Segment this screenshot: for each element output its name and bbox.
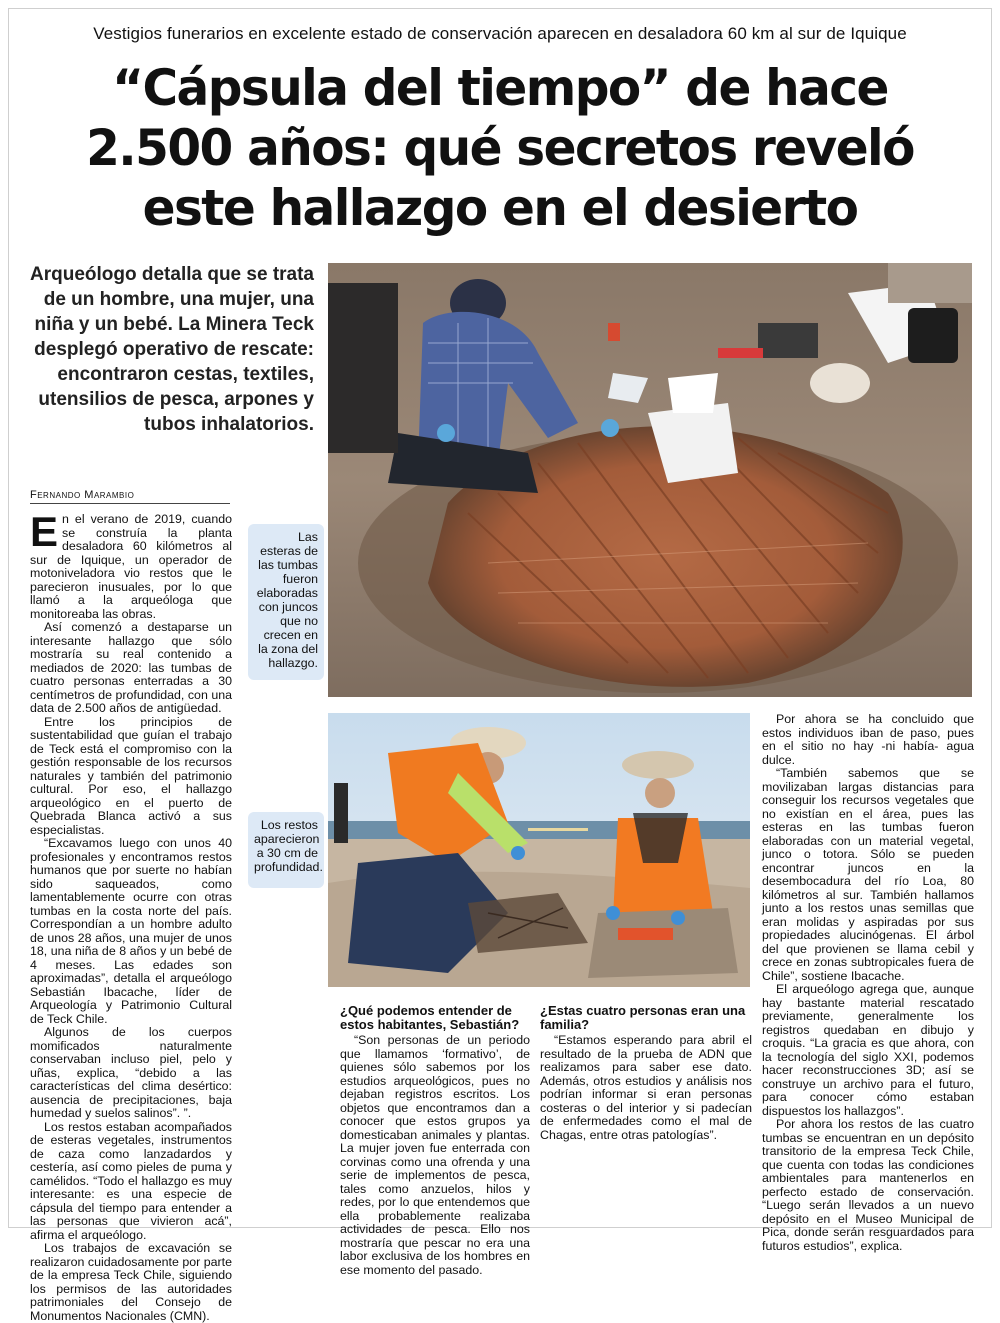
paragraph-11: “También sabemos que se movilizaban largas distancias para conseguir los recursos vegetales que no existían en el área, pues las esteras en las tumbas fueron elaboradas con un material vegetal, junco o totora. Sólo se pueden encontrar juncos en la desembocadura del río Loa, 80 kilómetros al sur. También hallamos junto a los restos unas semillas que eran molidas y aspiradas por sus propiedades alucinógenas. El árbol del que provienen se llama cebil y crece en zonas subtropicales fuera de Chile”, sostiene Ibacache. — [762, 766, 974, 983]
kicker: Vestigios funerarios en excelente estado de conservación aparecen en desaladora 60 km al sur de Iquique — [93, 24, 907, 43]
body-column-1 — [30, 508, 232, 1323]
paragraph-1: En el verano de 2019, cuando se construía la planta desaladora 60 kilómetros al sur de Iquique, un operador de motoniveladora vio restos que le parecieron inusuales, por lo que llamó a la arqueóloga que monitoreaba las obras. — [30, 508, 232, 621]
photo-excavation-mats — [328, 263, 972, 697]
paragraph-9: “Estamos esperando para abril el resultado de la prueba de ADN que realizamos para saber ese dato. Además, otros estudios y análisis nos podrían informar si eran personas costeras o del interior y si padecían de enfermedades como el mal de Chagas, entre otras patologías”. — [540, 1033, 752, 1142]
paragraph-10: Por ahora se ha concluido que estos individuos iban de paso, pues en el sitio no hay -ni había- agua dulce. — [762, 712, 974, 767]
caption-photo-1: Las esteras de las tumbas fueron elaboradas con juncos que no crecen en la zona del hallazgo. — [248, 524, 324, 680]
paragraph-5: Algunos de los cuerpos momificados naturalmente conservaban incluso piel, pelo y uñas, explica, “debido a las características del clima desértico: ausencia de precipitaciones, baja humedad y suelos salinos”. ”. — [30, 1025, 232, 1120]
subheading-2: ¿Estas cuatro personas eran una familia? — [540, 1003, 746, 1032]
paragraph-6: Los restos estaban acompañados de esteras vegetales, instrumentos de caza como lanzadardos y cestería, así como pieles de puma y camélidos. “Todo el hallazgo es muy interesante: es una especie de cápsula del tiempo para entender a las personas que vivieron acá”, afirma el arqueólogo. — [30, 1119, 232, 1242]
photo-archaeologists — [328, 713, 750, 987]
paragraph-12: El arqueólogo agrega que, aunque hay bastante material rescatado previamente, generalmente los registros quedaban en dibujo y croquis. “La gracia es que ahora, con la tecnología del siglo XXI, podemos hacer reconstrucciones 3D; así se construye un archivo para el futuro, para conocer cómo estaban dispuestos los hallazgos”. — [762, 982, 974, 1118]
paragraph-8: “Son personas de un periodo que llamamos ‘formativo’, de quienes sólo sabemos por los estudios arqueológicos, pues no dejaban registros escritos. Los objetos que encontramos dan a conocer que estos grupos ya domesticaban animales y plantas. La mujer joven fue enterrada con corvinas como una ofrenda y una serie de implementos de pesca, tales como anzuelos, hilos y redes, por lo que entendemos que ella probablemente realizaba actividades de pesca. Ello nos mostraría que pescar no era una labor exclusiva de los hombres en ese momento del pasado. — [340, 1033, 530, 1277]
caption-photo-2: Los restos aparecieron a 30 cm de profundidad. — [248, 812, 324, 888]
paragraph-2: Así comenzó a destaparse un interesante hallazgo que sólo mostraría su real contenido a mediados de 2020: las tumbas de cuatro personas enterradas a 30 centímetros de profundidad, con una data de 2.500 años de antigüedad. — [30, 620, 232, 715]
paragraph-7: Los trabajos de excavación se realizaron cuidadosamente por parte de la empresa Teck Chile, siguiendo los permisos de las autoridades patrimoniales del Consejo de Monumentos Nacionales (CMN). — [30, 1241, 232, 1323]
drop-cap: E — [30, 508, 59, 555]
paragraph-3: Entre los principios de sustentabilidad que guían el trabajo de Teck está el compromiso con la gestión responsable de los recursos naturales y también del patrimonio cultural. Por eso, el hallazgo arqueológico en el puerto de Quebrada Blanca activó a sus especialistas. — [30, 714, 232, 837]
paragraph-13: Por ahora los restos de las cuatro tumbas se encuentran en un depósito transitorio de la empresa Teck Chile, que cuenta con todas las condiciones ambientales para mantenerlos en perfecto estado de conservación. “Luego serán llevados a un nuevo depósito en el Museo Municipal de Pica, donde serán resguardados para futuros estudios”, explica. — [762, 1117, 974, 1253]
subheading-1: ¿Qué podemos entender de estos habitantes, Sebastián? — [340, 1003, 520, 1032]
paragraph-4: “Excavamos luego con unos 40 profesionales y encontramos restos humanos que por suerte no habían sido saqueados, como lamentablemente ocurre con otras tumbas en la costa norte del país. Correspondían a un hombre adulto de unos 28 años, una mujer de unos 18, una niña de 8 años y un bebé de 4 meses. Las edades son aproximadas”, detalla el arqueólogo Sebastián Ibacache, líder de Arqueología y Patrimonio Cultural de Teck Chile. — [30, 836, 232, 1026]
lead-paragraph: Arqueólogo detalla que se trata de un hombre, una mujer, una niña y un bebé. La Minera Teck desplegó operativo de rescate: encontraron cestas, textiles, utensilios de pesca, arpones y tubos inhalatorios. — [30, 264, 314, 435]
headline: “Cápsula del tiempo” de hace 2.500 años: qué secretos reveló este hallazgo en el desierto — [86, 59, 914, 237]
byline: Fernando Marambio — [30, 489, 230, 504]
body-column-3 — [540, 1003, 752, 1142]
body-column-4 — [762, 713, 974, 1253]
